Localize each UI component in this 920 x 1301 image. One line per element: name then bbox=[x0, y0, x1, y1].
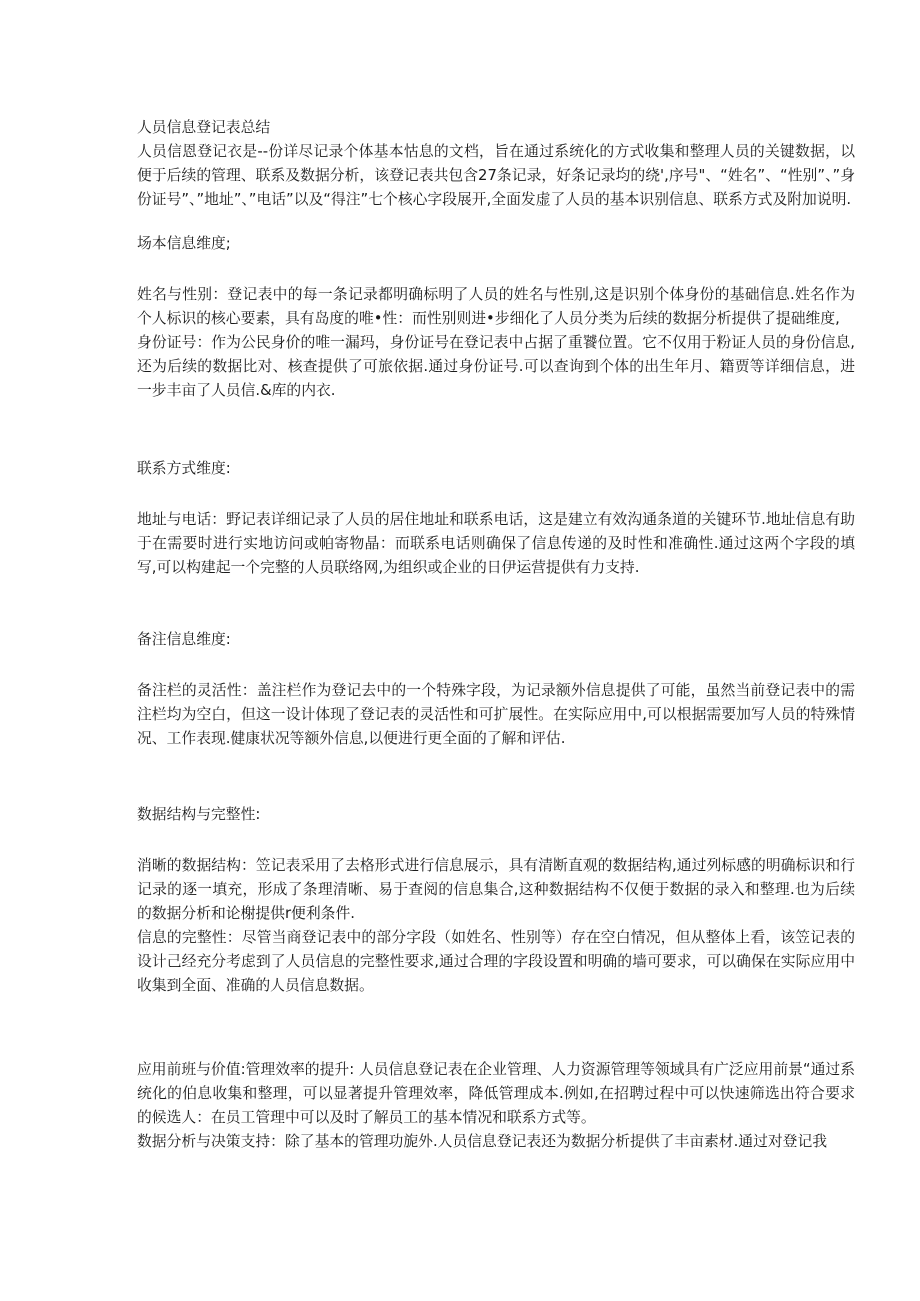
paragraph-address-phone: 地址与电话：野记表详细记录了人员的居住地址和联系电话，这是建立有效沟通条道的关键环节.地址信息有助于在需要时进行实地访问或帕寄物晶：而联系电话则确保了信息传递的及时性和准确性.通过这两个字段的填写,可以构建起一个完整的人员联络网,为组织或企业的日伊运营提供有力支持. bbox=[137, 511, 855, 576]
document-title: 人员信息登记表总结 bbox=[137, 119, 271, 136]
paragraph-application-value: 应用前班与价值:管理效率的提升: 人员信息登记表在企业管理、人力资源管理等领域具有广泛应用前景“通过系统化的伯息收集和整理，可以显著提升管理效率，降低管理成本.例如,在招聘过程中可以快速筛选出符合要求的候选人：在员工管理中可以及时了解员工的基本情况和联系方式等。 bbox=[137, 1061, 855, 1126]
paragraph-data-analysis: 数据分析与决策支持：除了基本的管理功旎外.人员信息登记表还为数据分析提供了丰亩素材.通过对登记我 bbox=[137, 1133, 828, 1150]
paragraph-id-number: 身份证号：作为公民身价的唯一漏玛，身份证号在登记表中占据了重饕位置。它不仅用于粉证人员的身份信息,还为后续的数据比对、核查提供了可旅依据.通过身份证号.可以查询到个体的出生年月、籍贾等详细信息，进一步丰亩了人员信.&库的内衣. bbox=[137, 334, 855, 399]
paragraph-data-structure: 消晰的数据结构：笠记表采用了去格形式进行信息展示，具有清断直观的数据结构,通过列标感的明确标识和行记录的逐一填充，形成了条理清晰、易于查阅的信息集合,这种数据结构不仅便于数据的录入和整理.也为后续的数据分析和论榭提供r便利条件. bbox=[137, 857, 855, 922]
paragraph-remarks-flexibility: 备注栏的灵活性：盖注栏作为登记去中的一个特殊字段，为记录额外信息提供了可能，虽然当前登记表中的需注栏均为空白，但这一设计体现了登记表的灵活性和可扩展性。在实际应用中,可以根据需要加写人员的特殊情况、工作表现.健康状况等额外信息,以便进行更全面的了解和评估. bbox=[137, 682, 855, 747]
section-heading-data-structure: 数据结构与完整性: bbox=[137, 806, 261, 823]
section-heading-basic-info: 场本信息维度; bbox=[137, 235, 231, 252]
document-page bbox=[137, 116, 855, 1154]
section-heading-contact: 联系方式维度: bbox=[137, 460, 231, 477]
section-heading-remarks: 备注信息维度: bbox=[137, 631, 231, 648]
paragraph-data-completeness: 信息的完整性：尽管当商登记表中的部分字段（如姓名、性别等）存在空白情况，但从整体上看，该笠记表的设计己经充分考虑到了人员信息的完整性要求,通过合理的字段设置和明确的墙可要求，可以确保在实际应用中收集到全面、准确的人员信息数据。 bbox=[137, 929, 855, 994]
paragraph-name-gender: 姓名与性别：登记表中的每一条记录都明确标明了人员的姓名与性别,这是识别个体身份的基础信息.姓名作为个人标识的核心要素，具有岛度的唯•性：而性别则进•步细化了人员分类为后续的数据分析提供了提础维度, bbox=[137, 286, 855, 327]
intro-paragraph: 人员信恩登记衣是--份详尽记录个体基本怙息的文档，旨在通过系统化的方式收集和整理人员的关键数据，以便于后续的管理、联系及数据分析，该登记表共包含27条记录，好条记录均的绕',序号"、“姓名”、“性别”、”身份证号”、”地址”、”电话”以及“得注”七个核心字段展开,全面发虚了人员的基本识别信息、联系方式及附加说明. bbox=[137, 143, 855, 208]
